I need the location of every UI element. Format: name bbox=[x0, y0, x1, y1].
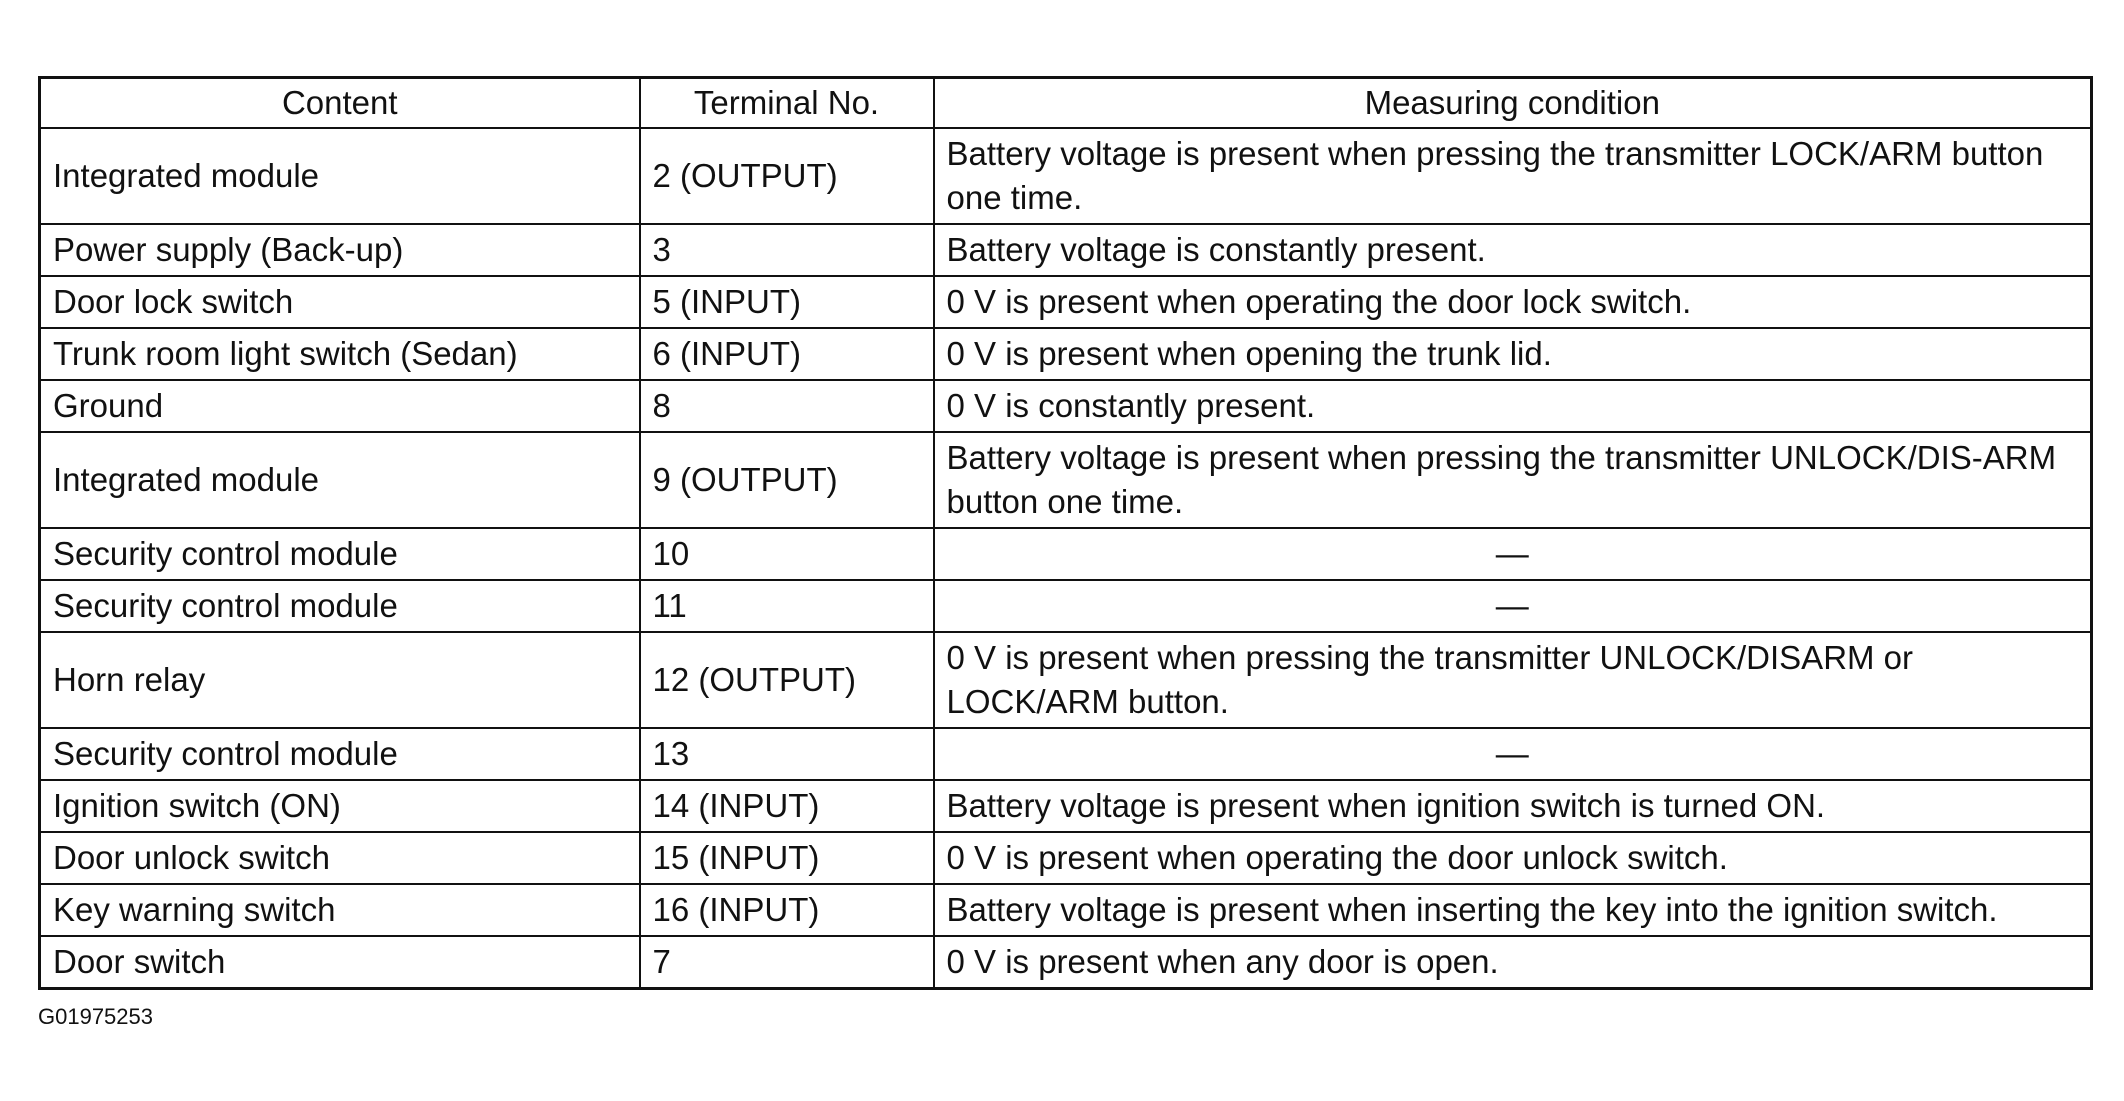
terminal-spec-table bbox=[38, 76, 2093, 990]
table-row bbox=[40, 728, 2092, 780]
content-cell: Security control module bbox=[40, 728, 640, 780]
table-row bbox=[40, 780, 2092, 832]
header-row bbox=[40, 78, 2092, 129]
figure-id-label: G01975253 bbox=[38, 1004, 153, 1029]
condition-cell: — bbox=[934, 528, 2092, 580]
condition-cell: Battery voltage is present when ignition switch is turned ON. bbox=[934, 780, 2092, 832]
condition-cell: — bbox=[934, 580, 2092, 632]
terminal-cell: 3 bbox=[640, 224, 934, 276]
condition-cell: — bbox=[934, 728, 2092, 780]
header-measuring-condition: Measuring condition bbox=[934, 78, 2092, 129]
condition-cell: 0 V is present when operating the door unlock switch. bbox=[934, 832, 2092, 884]
terminal-cell: 13 bbox=[640, 728, 934, 780]
terminal-cell: 14 (INPUT) bbox=[640, 780, 934, 832]
table-row bbox=[40, 580, 2092, 632]
content-cell: Horn relay bbox=[40, 632, 640, 728]
content-cell: Key warning switch bbox=[40, 884, 640, 936]
content-cell: Door lock switch bbox=[40, 276, 640, 328]
terminal-cell: 2 (OUTPUT) bbox=[640, 128, 934, 224]
content-cell: Door unlock switch bbox=[40, 832, 640, 884]
content-cell: Integrated module bbox=[40, 128, 640, 224]
content-cell: Door switch bbox=[40, 936, 640, 989]
terminal-cell: 10 bbox=[640, 528, 934, 580]
terminal-cell: 15 (INPUT) bbox=[640, 832, 934, 884]
condition-cell: 0 V is constantly present. bbox=[934, 380, 2092, 432]
condition-cell: 0 V is present when pressing the transmitter UNLOCK/DISARM or LOCK/ARM button. bbox=[934, 632, 2092, 728]
condition-cell: 0 V is present when any door is open. bbox=[934, 936, 2092, 989]
condition-cell: Battery voltage is present when inserting the key into the ignition switch. bbox=[934, 884, 2092, 936]
condition-cell: Battery voltage is constantly present. bbox=[934, 224, 2092, 276]
condition-cell: Battery voltage is present when pressing the transmitter UNLOCK/DIS-ARM button one time. bbox=[934, 432, 2092, 528]
content-cell: Ground bbox=[40, 380, 640, 432]
condition-cell: Battery voltage is present when pressing the transmitter LOCK/ARM button one time. bbox=[934, 128, 2092, 224]
content-cell: Trunk room light switch (Sedan) bbox=[40, 328, 640, 380]
table-row bbox=[40, 884, 2092, 936]
table-row bbox=[40, 224, 2092, 276]
condition-cell: 0 V is present when operating the door lock switch. bbox=[934, 276, 2092, 328]
terminal-cell: 6 (INPUT) bbox=[640, 328, 934, 380]
table-row bbox=[40, 528, 2092, 580]
content-cell: Ignition switch (ON) bbox=[40, 780, 640, 832]
table-row bbox=[40, 832, 2092, 884]
table-row bbox=[40, 936, 2092, 989]
content-cell: Security control module bbox=[40, 580, 640, 632]
terminal-cell: 12 (OUTPUT) bbox=[640, 632, 934, 728]
terminal-cell: 16 (INPUT) bbox=[640, 884, 934, 936]
terminal-cell: 9 (OUTPUT) bbox=[640, 432, 934, 528]
table-row bbox=[40, 328, 2092, 380]
terminal-cell: 7 bbox=[640, 936, 934, 989]
content-cell: Integrated module bbox=[40, 432, 640, 528]
table-row bbox=[40, 632, 2092, 728]
header-terminal-no: Terminal No. bbox=[640, 78, 934, 129]
table-row bbox=[40, 276, 2092, 328]
content-cell: Security control module bbox=[40, 528, 640, 580]
table-row bbox=[40, 380, 2092, 432]
terminal-cell: 8 bbox=[640, 380, 934, 432]
table-row bbox=[40, 432, 2092, 528]
content-cell: Power supply (Back-up) bbox=[40, 224, 640, 276]
condition-cell: 0 V is present when opening the trunk lid. bbox=[934, 328, 2092, 380]
table-row bbox=[40, 128, 2092, 224]
terminal-cell: 11 bbox=[640, 580, 934, 632]
header-content: Content bbox=[40, 78, 640, 129]
terminal-cell: 5 (INPUT) bbox=[640, 276, 934, 328]
